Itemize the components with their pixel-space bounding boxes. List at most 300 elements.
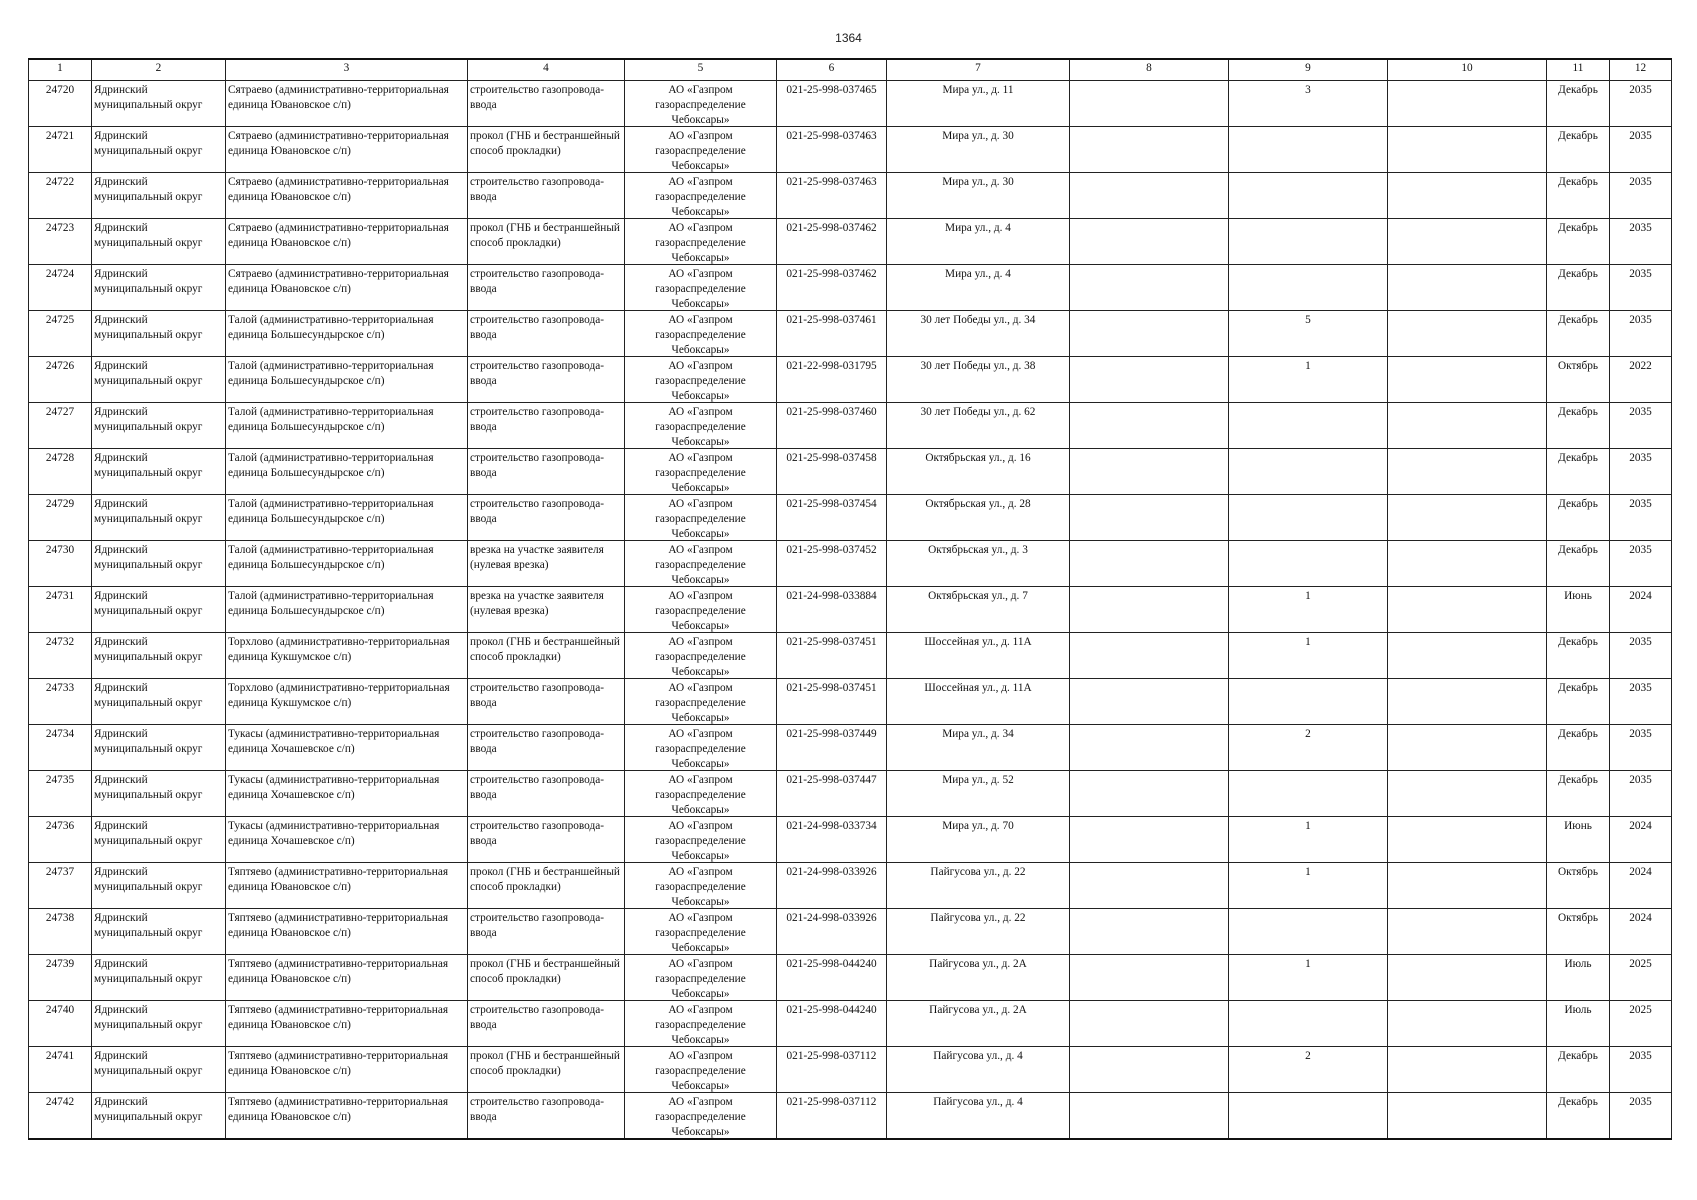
cell-col8 xyxy=(1070,1093,1229,1140)
cell-month xyxy=(1547,173,1610,219)
cell-col10 xyxy=(1388,127,1547,173)
cell-col10 xyxy=(1388,173,1547,219)
cell-number-text: 24737 xyxy=(45,866,75,878)
cell-work-type xyxy=(468,955,625,1001)
cell-month-text: Июль xyxy=(1564,1004,1592,1016)
cell-address xyxy=(887,955,1070,1001)
cell-district xyxy=(92,1047,226,1093)
cell-col8-text xyxy=(1072,1095,1226,1138)
cell-district xyxy=(92,541,226,587)
cell-year-text: 2035 xyxy=(1629,130,1652,142)
cell-col8 xyxy=(1070,311,1229,357)
cell-count-text: 1 xyxy=(1305,360,1311,372)
cell-organization xyxy=(625,1093,777,1140)
cell-number xyxy=(29,955,92,1001)
cell-count-text xyxy=(1231,175,1385,218)
cell-work-type xyxy=(468,863,625,909)
cell-count xyxy=(1229,311,1388,357)
cell-work-type xyxy=(468,403,625,449)
cell-organization-text: АО «Газпром газораспределение Чебоксары» xyxy=(655,912,746,954)
cell-count xyxy=(1229,1093,1388,1140)
cell-address xyxy=(887,219,1070,265)
cell-col10 xyxy=(1388,311,1547,357)
cell-work-type xyxy=(468,219,625,265)
cell-application-id xyxy=(777,633,887,679)
cell-application-id-text: 021-22-998-031795 xyxy=(786,360,877,372)
cell-district xyxy=(92,679,226,725)
cell-month xyxy=(1547,403,1610,449)
cell-settlement-text: Тяптяево (административно-территориальная единица Ювановское с/п) xyxy=(228,1004,449,1031)
cell-col8 xyxy=(1070,679,1229,725)
cell-organization xyxy=(625,817,777,863)
cell-month xyxy=(1547,909,1610,955)
cell-count-text: 1 xyxy=(1305,958,1311,970)
cell-address xyxy=(887,173,1070,219)
cell-year xyxy=(1610,909,1672,955)
cell-work-type xyxy=(468,311,625,357)
cell-application-id xyxy=(777,771,887,817)
cell-number-text: 24734 xyxy=(45,728,75,740)
cell-settlement xyxy=(226,403,468,449)
cell-count xyxy=(1229,357,1388,403)
cell-district xyxy=(92,127,226,173)
cell-col8-text xyxy=(1072,1003,1226,1046)
cell-application-id xyxy=(777,127,887,173)
cell-organization-text: АО «Газпром газораспределение Чебоксары» xyxy=(655,774,746,816)
cell-col10-text xyxy=(1390,313,1544,356)
cell-work-type-text: строительство газопровода-ввода xyxy=(470,452,604,479)
cell-col8 xyxy=(1070,817,1229,863)
cell-number xyxy=(29,1093,92,1140)
cell-col10-text xyxy=(1390,957,1544,1000)
table-row xyxy=(29,127,1672,173)
cell-col10 xyxy=(1388,541,1547,587)
cell-application-id-text: 021-25-998-037461 xyxy=(786,314,877,326)
cell-settlement xyxy=(226,817,468,863)
cell-work-type-text: прокол (ГНБ и бестраншейный способ прокладки) xyxy=(470,1050,620,1077)
cell-count xyxy=(1229,127,1388,173)
cell-count-text xyxy=(1231,129,1385,172)
cell-district-text: Ядринский муниципальный округ xyxy=(94,544,203,571)
column-header: 7 xyxy=(887,59,1070,81)
cell-district-text: Ядринский муниципальный округ xyxy=(94,820,203,847)
cell-address xyxy=(887,311,1070,357)
cell-organization-text: АО «Газпром газораспределение Чебоксары» xyxy=(655,176,746,218)
cell-col8-text xyxy=(1072,773,1226,816)
cell-year xyxy=(1610,725,1672,771)
cell-col10-text xyxy=(1390,589,1544,632)
cell-address-text: Октябрьская ул., д. 7 xyxy=(928,590,1028,602)
cell-col8-text xyxy=(1072,497,1226,540)
table-row xyxy=(29,1047,1672,1093)
cell-address xyxy=(887,1047,1070,1093)
cell-address-text: Мира ул., д. 30 xyxy=(942,130,1014,142)
column-header: 8 xyxy=(1070,59,1229,81)
cell-settlement xyxy=(226,587,468,633)
table-row xyxy=(29,679,1672,725)
column-header: 6 xyxy=(777,59,887,81)
cell-col10 xyxy=(1388,771,1547,817)
cell-settlement-text: Тяптяево (административно-территориальная единица Ювановское с/п) xyxy=(228,1096,449,1123)
cell-month xyxy=(1547,357,1610,403)
cell-address xyxy=(887,1093,1070,1140)
cell-count xyxy=(1229,265,1388,311)
cell-year-text: 2035 xyxy=(1629,544,1652,556)
cell-col8-text xyxy=(1072,129,1226,172)
cell-col8-text xyxy=(1072,957,1226,1000)
cell-month xyxy=(1547,311,1610,357)
table-row xyxy=(29,173,1672,219)
cell-application-id xyxy=(777,357,887,403)
cell-settlement-text: Тяптяево (административно-территориальная единица Ювановское с/п) xyxy=(228,1050,449,1077)
cell-count xyxy=(1229,587,1388,633)
cell-number-text: 24739 xyxy=(45,958,75,970)
cell-month-text: Декабрь xyxy=(1558,406,1598,418)
cell-year xyxy=(1610,1047,1672,1093)
cell-organization xyxy=(625,725,777,771)
cell-application-id xyxy=(777,909,887,955)
cell-month xyxy=(1547,1047,1610,1093)
cell-settlement-text: Сятраево (административно-территориальная единица Ювановское с/п) xyxy=(228,176,449,203)
cell-district xyxy=(92,265,226,311)
cell-application-id-text: 021-25-998-044240 xyxy=(786,958,877,970)
cell-application-id-text: 021-25-998-037462 xyxy=(786,222,877,234)
cell-col10-text xyxy=(1390,129,1544,172)
cell-year xyxy=(1610,265,1672,311)
cell-application-id-text: 021-25-998-037447 xyxy=(786,774,877,786)
cell-month xyxy=(1547,863,1610,909)
cell-col8 xyxy=(1070,955,1229,1001)
cell-application-id-text: 021-25-998-037112 xyxy=(786,1096,877,1108)
cell-number xyxy=(29,219,92,265)
cell-application-id xyxy=(777,81,887,127)
cell-year-text: 2024 xyxy=(1629,590,1652,602)
cell-work-type xyxy=(468,725,625,771)
cell-number xyxy=(29,633,92,679)
cell-col8 xyxy=(1070,1047,1229,1093)
cell-col8 xyxy=(1070,219,1229,265)
cell-number-text: 24723 xyxy=(45,222,75,234)
cell-district-text: Ядринский муниципальный округ xyxy=(94,314,203,341)
cell-month-text: Декабрь xyxy=(1558,544,1598,556)
cell-count xyxy=(1229,1047,1388,1093)
cell-settlement-text: Сятраево (административно-территориальная единица Ювановское с/п) xyxy=(228,84,449,111)
cell-work-type-text: прокол (ГНБ и бестраншейный способ прокладки) xyxy=(470,130,620,157)
cell-month xyxy=(1547,955,1610,1001)
cell-number xyxy=(29,127,92,173)
cell-number-text: 24730 xyxy=(45,544,75,556)
cell-number-text: 24736 xyxy=(45,820,75,832)
cell-application-id xyxy=(777,725,887,771)
cell-settlement xyxy=(226,265,468,311)
cell-organization xyxy=(625,449,777,495)
cell-year xyxy=(1610,127,1672,173)
cell-organization-text: АО «Газпром газораспределение Чебоксары» xyxy=(655,1096,746,1138)
cell-col8 xyxy=(1070,449,1229,495)
cell-district xyxy=(92,863,226,909)
cell-address-text: Мира ул., д. 30 xyxy=(942,176,1014,188)
cell-col8-text xyxy=(1072,359,1226,402)
cell-work-type xyxy=(468,449,625,495)
column-header: 12 xyxy=(1610,59,1672,81)
cell-work-type-text: строительство газопровода-ввода xyxy=(470,84,604,111)
cell-application-id-text: 021-25-998-037462 xyxy=(786,268,877,280)
cell-application-id-text: 021-25-998-037454 xyxy=(786,498,877,510)
cell-district-text: Ядринский муниципальный округ xyxy=(94,498,203,525)
cell-col8 xyxy=(1070,403,1229,449)
cell-number xyxy=(29,771,92,817)
cell-col8-text xyxy=(1072,1049,1226,1092)
cell-number-text: 24727 xyxy=(45,406,75,418)
cell-count xyxy=(1229,173,1388,219)
cell-application-id-text: 021-25-998-037463 xyxy=(786,130,877,142)
cell-organization xyxy=(625,863,777,909)
cell-count-text xyxy=(1231,267,1385,310)
cell-col8 xyxy=(1070,771,1229,817)
cell-work-type xyxy=(468,173,625,219)
cell-col10 xyxy=(1388,725,1547,771)
cell-district-text: Ядринский муниципальный округ xyxy=(94,452,203,479)
cell-year xyxy=(1610,771,1672,817)
cell-col10-text xyxy=(1390,221,1544,264)
cell-month-text: Декабрь xyxy=(1558,1050,1598,1062)
cell-col8-text xyxy=(1072,865,1226,908)
cell-year-text: 2035 xyxy=(1629,84,1652,96)
cell-district xyxy=(92,173,226,219)
cell-count xyxy=(1229,725,1388,771)
cell-organization-text: АО «Газпром газораспределение Чебоксары» xyxy=(655,406,746,448)
cell-address-text: Мира ул., д. 70 xyxy=(942,820,1014,832)
cell-month xyxy=(1547,541,1610,587)
table-row xyxy=(29,817,1672,863)
cell-work-type-text: прокол (ГНБ и бестраншейный способ прокладки) xyxy=(470,222,620,249)
cell-month xyxy=(1547,449,1610,495)
cell-number xyxy=(29,403,92,449)
cell-number xyxy=(29,679,92,725)
cell-count-text: 1 xyxy=(1305,636,1311,648)
cell-month-text: Октябрь xyxy=(1557,912,1599,924)
cell-col10 xyxy=(1388,219,1547,265)
cell-month xyxy=(1547,1093,1610,1140)
cell-work-type xyxy=(468,495,625,541)
cell-month-text: Июль xyxy=(1564,958,1592,970)
cell-col10 xyxy=(1388,679,1547,725)
cell-month xyxy=(1547,679,1610,725)
cell-organization xyxy=(625,127,777,173)
cell-year xyxy=(1610,311,1672,357)
cell-organization xyxy=(625,357,777,403)
cell-organization-text: АО «Газпром газораспределение Чебоксары» xyxy=(655,222,746,264)
cell-settlement-text: Талой (административно-территориальная единица Большесундырское с/п) xyxy=(228,498,434,525)
cell-work-type xyxy=(468,541,625,587)
cell-number-text: 24741 xyxy=(45,1050,75,1062)
cell-address xyxy=(887,357,1070,403)
cell-work-type xyxy=(468,1001,625,1047)
cell-address-text: Шоссейная ул., д. 11А xyxy=(924,682,1032,694)
cell-count-text xyxy=(1231,497,1385,540)
cell-year-text: 2035 xyxy=(1629,774,1652,786)
cell-col10 xyxy=(1388,265,1547,311)
cell-organization-text: АО «Газпром газораспределение Чебоксары» xyxy=(655,314,746,356)
cell-count-text xyxy=(1231,773,1385,816)
cell-col8-text xyxy=(1072,83,1226,126)
cell-number xyxy=(29,587,92,633)
cell-application-id-text: 021-25-998-037451 xyxy=(786,636,877,648)
cell-address-text: Мира ул., д. 4 xyxy=(945,268,1011,280)
cell-settlement xyxy=(226,1001,468,1047)
cell-district-text: Ядринский муниципальный округ xyxy=(94,176,203,203)
cell-month-text: Декабрь xyxy=(1558,636,1598,648)
table-row xyxy=(29,955,1672,1001)
cell-year xyxy=(1610,403,1672,449)
cell-application-id xyxy=(777,955,887,1001)
cell-address xyxy=(887,863,1070,909)
cell-application-id-text: 021-25-998-037449 xyxy=(786,728,877,740)
cell-settlement xyxy=(226,219,468,265)
cell-work-type-text: прокол (ГНБ и бестраншейный способ прокладки) xyxy=(470,866,620,893)
cell-col8 xyxy=(1070,541,1229,587)
cell-organization-text: АО «Газпром газораспределение Чебоксары» xyxy=(655,452,746,494)
cell-application-id xyxy=(777,495,887,541)
cell-year-text: 2035 xyxy=(1629,728,1652,740)
cell-application-id-text: 021-25-998-037112 xyxy=(786,1050,877,1062)
cell-application-id xyxy=(777,1093,887,1140)
cell-work-type-text: строительство газопровода-ввода xyxy=(470,1004,604,1031)
cell-col10 xyxy=(1388,633,1547,679)
cell-number-text: 24732 xyxy=(45,636,75,648)
cell-work-type-text: строительство газопровода-ввода xyxy=(470,728,604,755)
cell-settlement xyxy=(226,725,468,771)
cell-work-type-text: строительство газопровода-ввода xyxy=(470,1096,604,1123)
cell-settlement-text: Тяптяево (административно-территориальная единица Ювановское с/п) xyxy=(228,866,449,893)
cell-month xyxy=(1547,771,1610,817)
cell-year-text: 2035 xyxy=(1629,682,1652,694)
cell-settlement-text: Тукасы (административно-территориальная единица Хочашевское с/п) xyxy=(228,728,440,755)
cell-col10 xyxy=(1388,909,1547,955)
cell-year-text: 2025 xyxy=(1629,1004,1652,1016)
cell-settlement-text: Талой (административно-территориальная единица Большесундырское с/п) xyxy=(228,452,434,479)
cell-address-text: Пайгусова ул., д. 2А xyxy=(929,1004,1027,1016)
cell-year xyxy=(1610,1093,1672,1140)
cell-organization xyxy=(625,173,777,219)
cell-number xyxy=(29,863,92,909)
cell-number xyxy=(29,1047,92,1093)
cell-count xyxy=(1229,955,1388,1001)
cell-number xyxy=(29,265,92,311)
cell-month xyxy=(1547,725,1610,771)
cell-organization-text: АО «Газпром газораспределение Чебоксары» xyxy=(655,590,746,632)
cell-settlement xyxy=(226,909,468,955)
cell-organization xyxy=(625,1001,777,1047)
cell-col10 xyxy=(1388,449,1547,495)
cell-work-type-text: строительство газопровода-ввода xyxy=(470,176,604,203)
cell-district-text: Ядринский муниципальный округ xyxy=(94,360,203,387)
cell-district-text: Ядринский муниципальный округ xyxy=(94,84,203,111)
cell-count xyxy=(1229,679,1388,725)
cell-col10 xyxy=(1388,955,1547,1001)
cell-work-type xyxy=(468,1047,625,1093)
cell-number-text: 24733 xyxy=(45,682,75,694)
cell-address xyxy=(887,909,1070,955)
cell-year-text: 2035 xyxy=(1629,314,1652,326)
cell-col8-text xyxy=(1072,543,1226,586)
cell-year xyxy=(1610,495,1672,541)
cell-settlement-text: Торхлово (административно-территориальная единица Кукшумское с/п) xyxy=(228,682,450,709)
cell-settlement xyxy=(226,357,468,403)
cell-address xyxy=(887,817,1070,863)
cell-number xyxy=(29,311,92,357)
cell-col10-text xyxy=(1390,175,1544,218)
cell-address-text: Октябрьская ул., д. 28 xyxy=(925,498,1031,510)
cell-number xyxy=(29,357,92,403)
table-row xyxy=(29,357,1672,403)
cell-number xyxy=(29,541,92,587)
cell-application-id-text: 021-24-998-033926 xyxy=(786,866,877,878)
cell-col8-text xyxy=(1072,221,1226,264)
cell-organization-text: АО «Газпром газораспределение Чебоксары» xyxy=(655,360,746,402)
cell-organization-text: АО «Газпром газораспределение Чебоксары» xyxy=(655,682,746,724)
table-row xyxy=(29,449,1672,495)
cell-col8 xyxy=(1070,127,1229,173)
cell-settlement xyxy=(226,633,468,679)
cell-organization-text: АО «Газпром газораспределение Чебоксары» xyxy=(655,728,746,770)
cell-col10-text xyxy=(1390,865,1544,908)
cell-year-text: 2035 xyxy=(1629,498,1652,510)
column-header: 5 xyxy=(625,59,777,81)
cell-year xyxy=(1610,817,1672,863)
cell-address-text: Мира ул., д. 34 xyxy=(942,728,1014,740)
cell-application-id-text: 021-25-998-037458 xyxy=(786,452,877,464)
cell-col8 xyxy=(1070,357,1229,403)
table-row xyxy=(29,587,1672,633)
cell-count-text: 1 xyxy=(1305,820,1311,832)
cell-settlement-text: Талой (административно-территориальная единица Большесундырское с/п) xyxy=(228,406,434,433)
cell-organization-text: АО «Газпром газораспределение Чебоксары» xyxy=(655,130,746,172)
cell-count-text: 1 xyxy=(1305,866,1311,878)
cell-organization-text: АО «Газпром газораспределение Чебоксары» xyxy=(655,498,746,540)
cell-month xyxy=(1547,219,1610,265)
cell-count-text xyxy=(1231,543,1385,586)
cell-settlement-text: Талой (административно-территориальная единица Большесундырское с/п) xyxy=(228,314,434,341)
cell-district-text: Ядринский муниципальный округ xyxy=(94,728,203,755)
cell-year-text: 2035 xyxy=(1629,1050,1652,1062)
cell-settlement-text: Тукасы (административно-территориальная единица Хочашевское с/п) xyxy=(228,820,440,847)
cell-settlement xyxy=(226,679,468,725)
cell-col10-text xyxy=(1390,83,1544,126)
cell-settlement xyxy=(226,173,468,219)
table-row xyxy=(29,495,1672,541)
cell-district xyxy=(92,403,226,449)
cell-year-text: 2035 xyxy=(1629,222,1652,234)
table-row xyxy=(29,81,1672,127)
cell-organization-text: АО «Газпром газораспределение Чебоксары» xyxy=(655,958,746,1000)
cell-number-text: 24731 xyxy=(45,590,75,602)
cell-col10 xyxy=(1388,1047,1547,1093)
cell-application-id xyxy=(777,541,887,587)
cell-application-id-text: 021-24-998-033884 xyxy=(786,590,877,602)
cell-number-text: 24740 xyxy=(45,1004,75,1016)
cell-district-text: Ядринский муниципальный округ xyxy=(94,774,203,801)
cell-number xyxy=(29,495,92,541)
cell-month-text: Декабрь xyxy=(1558,222,1598,234)
cell-work-type-text: врезка на участке заявителя (нулевая врезка) xyxy=(470,590,604,617)
cell-year xyxy=(1610,81,1672,127)
cell-organization xyxy=(625,587,777,633)
cell-organization xyxy=(625,81,777,127)
cell-district-text: Ядринский муниципальный округ xyxy=(94,406,203,433)
cell-district xyxy=(92,449,226,495)
cell-application-id-text: 021-25-998-037463 xyxy=(786,176,877,188)
